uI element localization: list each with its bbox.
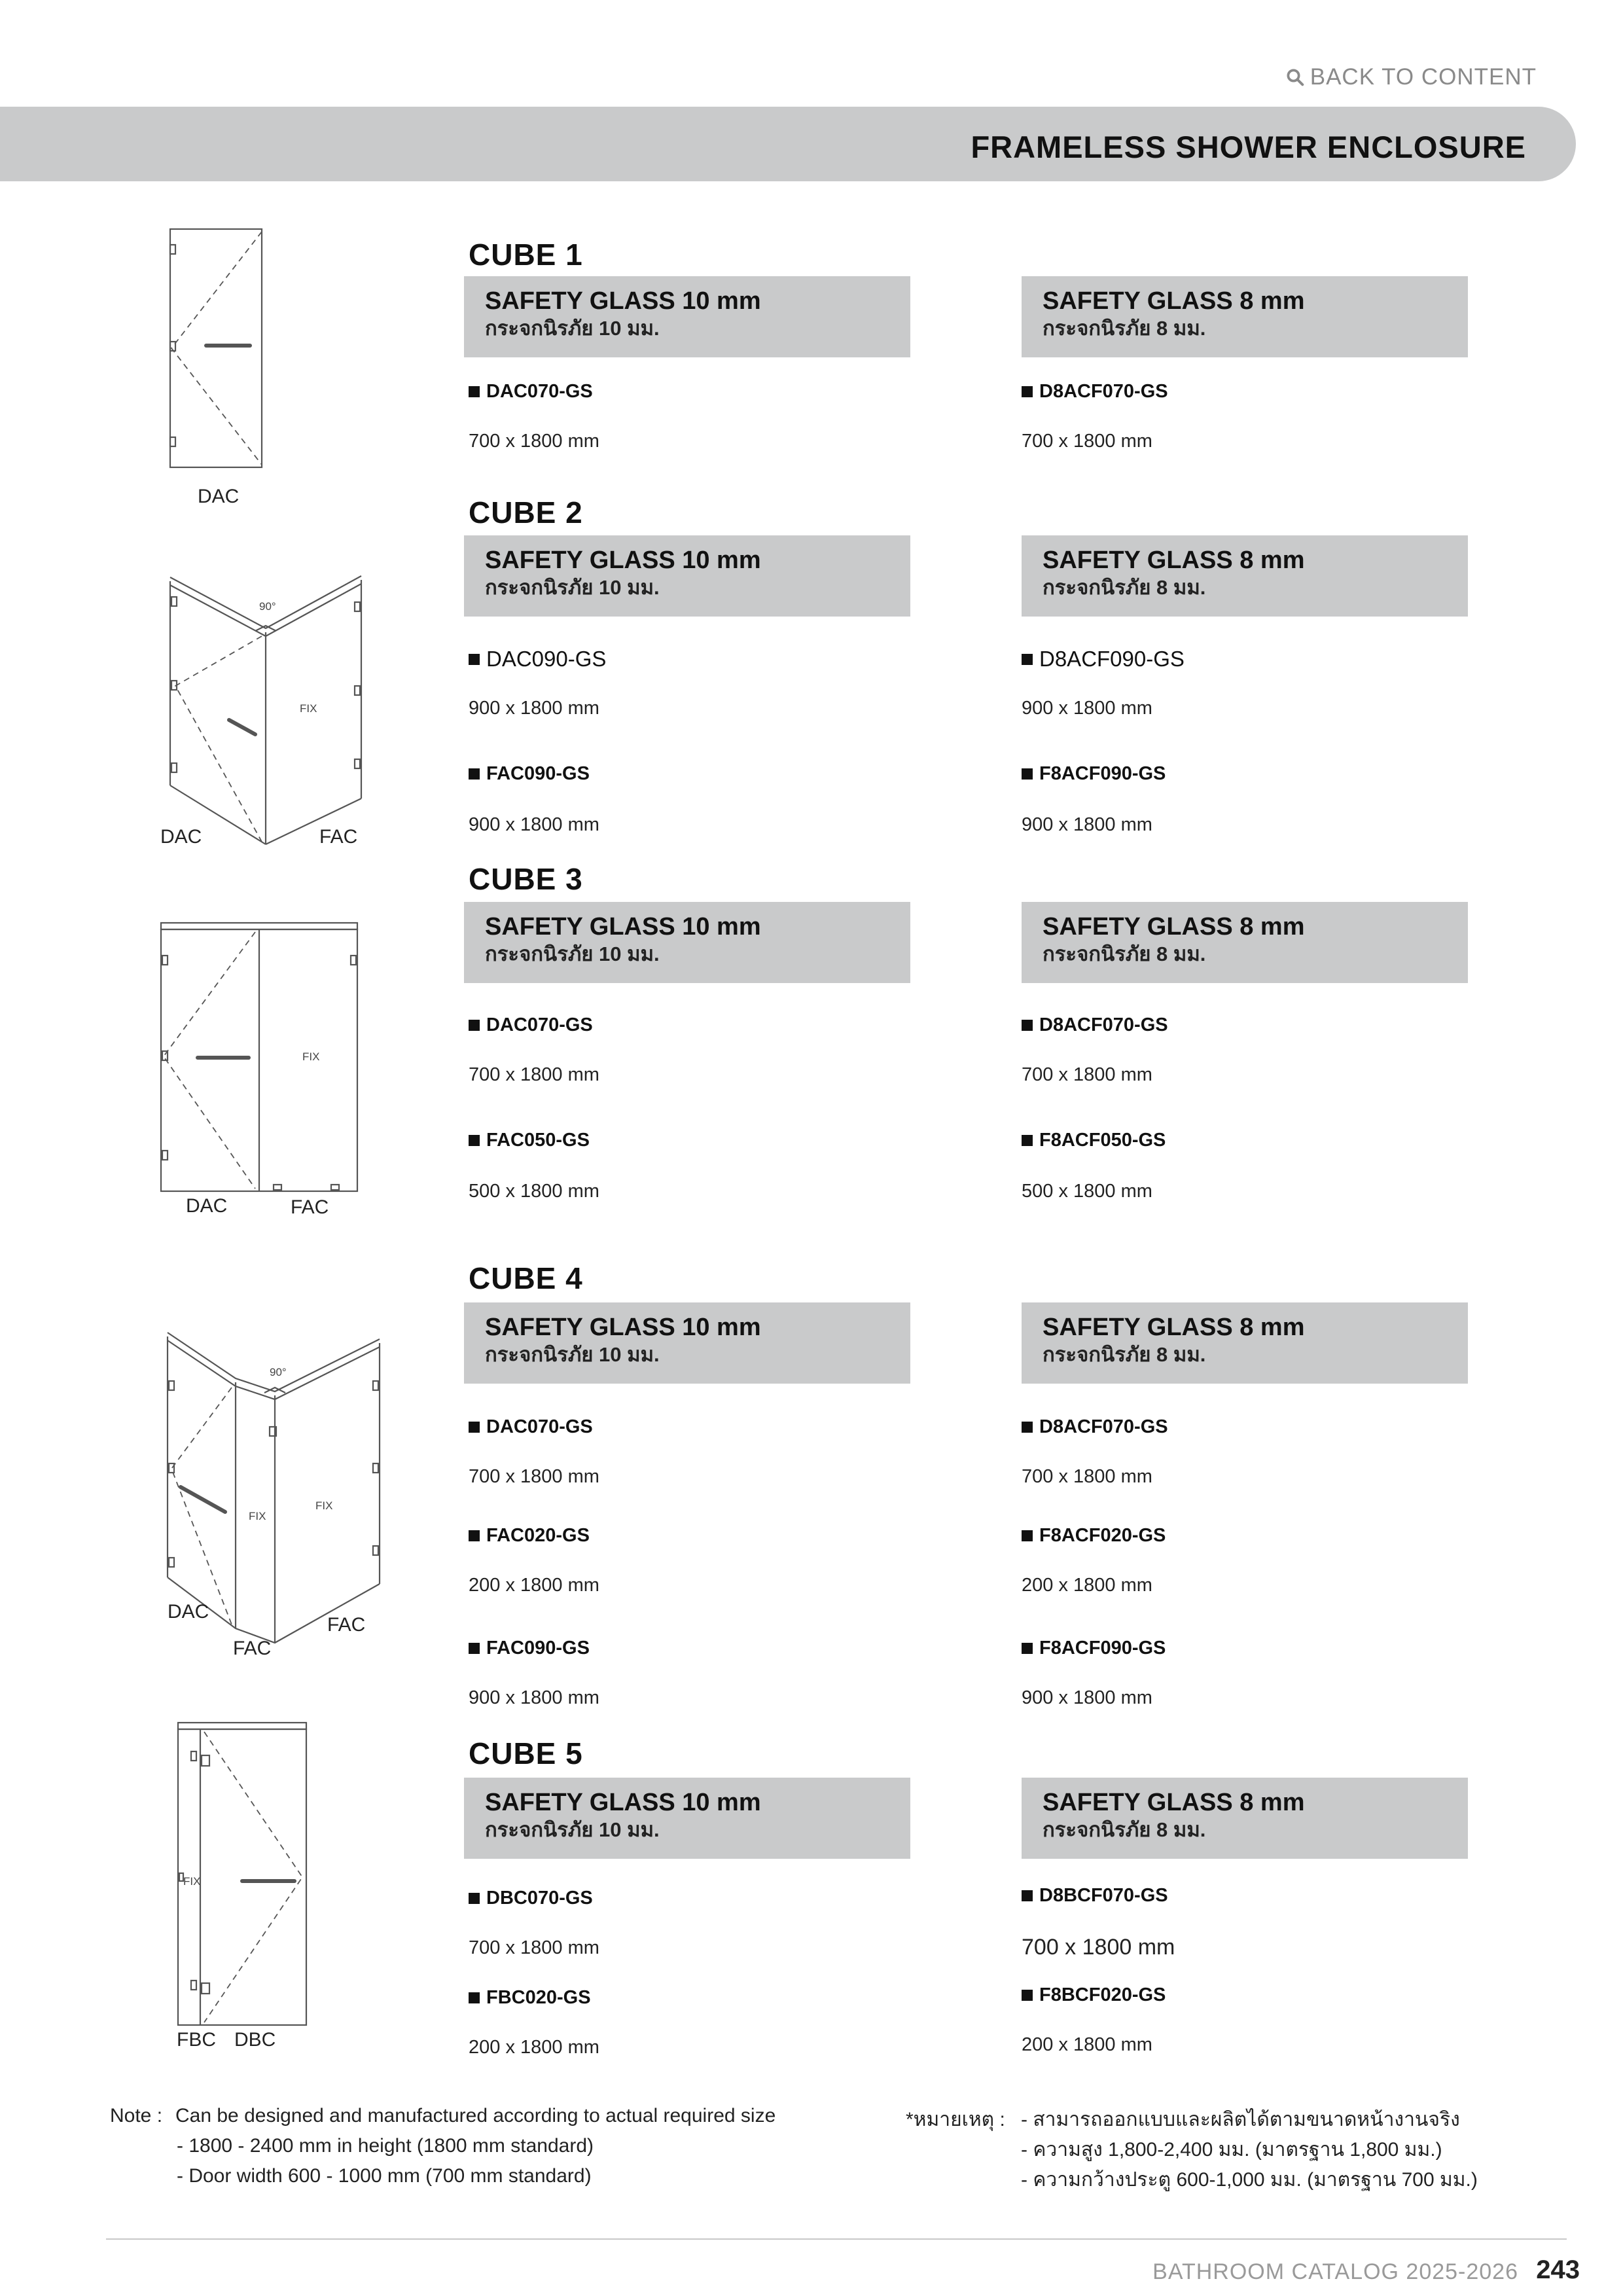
page-title: FRAMELESS SHOWER ENCLOSURE <box>971 130 1526 164</box>
glass-8-th: กระจกนิรภัย 8 มม. <box>1043 1818 1206 1841</box>
code-text: DAC070-GS <box>486 1416 593 1437</box>
footer-catalog-name: BATHROOM CATALOG 2025-2026 <box>1152 2259 1518 2284</box>
glass-10-en: SAFETY GLASS 10 mm <box>485 1789 761 1816</box>
product-size: 500 x 1800 mm <box>1022 1181 1152 1202</box>
back-to-content-label: BACK TO CONTENT <box>1310 64 1537 90</box>
code-text: F8BCF020-GS <box>1039 1984 1166 2005</box>
cube-1-glass-10mm-header <box>464 276 910 357</box>
code-text: D8ACF070-GS <box>1039 1416 1168 1437</box>
cube-4-title: CUBE 4 <box>469 1261 583 1295</box>
cube-5-glass-10mm-header <box>464 1778 910 1859</box>
bullet-square-icon <box>469 1020 480 1031</box>
glass-10-th: กระจกนิรภัย 10 มม. <box>485 317 660 340</box>
code-text: FBC020-GS <box>486 1987 591 2008</box>
code-text: FAC090-GS <box>486 763 590 784</box>
glass-10-th: กระจกนิรภัย 10 มม. <box>485 942 660 965</box>
bullet-square-icon <box>1022 1422 1033 1433</box>
cube-4-angle-text: 90° <box>270 1366 287 1378</box>
code-text: DAC090-GS <box>486 647 607 671</box>
note-en-line: Can be designed and manufactured according to actual required size <box>175 2105 776 2126</box>
glass-10-th: กระจกนิรภัย 10 มม. <box>485 576 660 599</box>
glass-10-th: กระจกนิรภัย 10 มม. <box>485 1818 660 1841</box>
glass-10-en: SAFETY GLASS 10 mm <box>485 1314 761 1341</box>
note-th-label: *หมายเหตุ : <box>906 2109 1005 2130</box>
code-text: FAC050-GS <box>486 1130 590 1151</box>
code-text: FAC020-GS <box>486 1525 590 1546</box>
product-size: 700 x 1800 mm <box>469 1937 599 1958</box>
glass-8-th: กระจกนิรภัย 8 มม. <box>1043 942 1206 965</box>
product-code <box>469 1014 593 1036</box>
bullet-square-icon <box>1022 1530 1033 1541</box>
product-size: 900 x 1800 mm <box>469 1687 599 1708</box>
cube-4-label-fac-a: FAC <box>233 1638 272 1659</box>
glass-10-th: กระจกนิรภัย 10 มม. <box>485 1343 660 1366</box>
product-size: 700 x 1800 mm <box>469 1466 599 1487</box>
cube-4-fix-text-a: FIX <box>249 1510 266 1522</box>
code-text: D8ACF090-GS <box>1039 647 1185 671</box>
note-th-line: - ความกว้างประตู 600-1,000 มม. (มาตรฐาน 700 มม.) <box>1021 2169 1478 2191</box>
bullet-square-icon <box>469 1992 480 2003</box>
product-code <box>1022 381 1168 403</box>
glass-8-en: SAFETY GLASS 8 mm <box>1043 547 1305 574</box>
product-size: 200 x 1800 mm <box>1022 1575 1152 1596</box>
product-code <box>1022 647 1185 672</box>
bullet-square-icon <box>469 768 480 780</box>
cube-2-drawing <box>157 563 373 851</box>
product-size: 700 x 1800 mm <box>1022 1064 1152 1085</box>
search-icon <box>1285 67 1305 87</box>
cube-5-label-dbc: DBC <box>234 2029 276 2051</box>
note-en-line: - Door width 600 - 1000 mm (700 mm standard) <box>177 2165 592 2187</box>
product-code <box>1022 1984 1166 2006</box>
product-code <box>469 1525 590 1547</box>
cube-3-drawing <box>157 922 366 1196</box>
product-size: 700 x 1800 mm <box>1022 1935 1175 1960</box>
bullet-square-icon <box>469 1422 480 1433</box>
product-size: 900 x 1800 mm <box>469 698 599 719</box>
product-code <box>1022 763 1166 785</box>
product-code <box>469 1888 593 1909</box>
title-band <box>0 107 1576 181</box>
product-size: 700 x 1800 mm <box>1022 431 1152 452</box>
bullet-square-icon <box>1022 1135 1033 1146</box>
cube-3-label-fac: FAC <box>291 1196 329 1218</box>
glass-10-en: SAFETY GLASS 10 mm <box>485 547 761 574</box>
cube-1-drawing <box>157 223 275 471</box>
product-size: 700 x 1800 mm <box>469 431 599 452</box>
bullet-square-icon <box>469 654 480 665</box>
note-en-label: Note : <box>110 2105 163 2126</box>
product-size: 700 x 1800 mm <box>469 1064 599 1085</box>
cube-3-glass-10mm-header <box>464 902 910 983</box>
product-code <box>469 1130 590 1151</box>
bullet-square-icon <box>469 386 480 397</box>
page-number: 243 <box>1536 2255 1580 2284</box>
cube-4-fix-text-b: FIX <box>315 1499 333 1512</box>
product-size: 200 x 1800 mm <box>469 1575 599 1596</box>
note-en-line: - 1800 - 2400 mm in height (1800 mm standard) <box>177 2135 594 2157</box>
product-code <box>469 1638 590 1659</box>
note-en-body <box>175 2101 776 2191</box>
product-size: 900 x 1800 mm <box>1022 1687 1152 1708</box>
glass-8-th: กระจกนิรภัย 8 มม. <box>1043 1343 1206 1366</box>
glass-8-th: กระจกนิรภัย 8 มม. <box>1043 317 1206 340</box>
back-to-content-link[interactable] <box>1285 64 1537 90</box>
product-size: 500 x 1800 mm <box>469 1181 599 1202</box>
glass-10-en: SAFETY GLASS 10 mm <box>485 913 761 941</box>
bullet-square-icon <box>469 1643 480 1654</box>
footer-divider <box>106 2238 1567 2240</box>
bullet-square-icon <box>469 1530 480 1541</box>
product-code <box>1022 1014 1168 1036</box>
glass-8-en: SAFETY GLASS 8 mm <box>1043 913 1305 941</box>
bullet-square-icon <box>1022 1890 1033 1901</box>
code-text: F8ACF020-GS <box>1039 1525 1166 1546</box>
cube-3-title: CUBE 3 <box>469 862 583 896</box>
product-code <box>1022 1885 1168 1907</box>
product-size: 200 x 1800 mm <box>1022 2034 1152 2055</box>
product-size: 900 x 1800 mm <box>1022 698 1152 719</box>
bullet-square-icon <box>1022 1643 1033 1654</box>
product-code <box>1022 1130 1166 1151</box>
product-code <box>469 1416 593 1438</box>
glass-8-en: SAFETY GLASS 8 mm <box>1043 287 1305 315</box>
glass-8-th: กระจกนิรภัย 8 มม. <box>1043 576 1206 599</box>
cube-2-label-fac: FAC <box>319 826 358 848</box>
product-code <box>1022 1416 1168 1438</box>
bullet-square-icon <box>469 1893 480 1904</box>
cube-2-angle-text: 90° <box>259 600 276 613</box>
code-text: DAC070-GS <box>486 381 593 402</box>
code-text: D8ACF070-GS <box>1039 1014 1168 1035</box>
glass-8-en: SAFETY GLASS 8 mm <box>1043 1789 1305 1816</box>
bullet-square-icon <box>1022 1020 1033 1031</box>
product-code <box>1022 1638 1166 1659</box>
cube-5-fix-text: FIX <box>183 1875 201 1888</box>
product-size: 700 x 1800 mm <box>1022 1466 1152 1487</box>
bullet-square-icon <box>1022 386 1033 397</box>
cube-2-title: CUBE 2 <box>469 495 583 529</box>
cube-3-fix-text: FIX <box>302 1050 320 1063</box>
note-th-line: - สามารถออกแบบและผลิตได้ตามขนาดหน้างานจริง <box>1021 2109 1460 2130</box>
bullet-square-icon <box>469 1135 480 1146</box>
bullet-square-icon <box>1022 654 1033 665</box>
product-code <box>469 763 590 785</box>
cube-3-label-dac: DAC <box>186 1195 228 1217</box>
code-text: F8ACF090-GS <box>1039 1638 1166 1659</box>
glass-10-en: SAFETY GLASS 10 mm <box>485 287 761 315</box>
code-text: F8ACF090-GS <box>1039 763 1166 784</box>
cube-4-glass-10mm-header <box>464 1302 910 1384</box>
product-code <box>469 1987 591 2009</box>
cube-1-title: CUBE 1 <box>469 238 583 272</box>
note-th-body <box>1021 2105 1478 2195</box>
cube-4-label-dac: DAC <box>168 1601 209 1623</box>
cube-1-label-dac: DAC <box>198 486 240 507</box>
cube-5-drawing <box>174 1721 318 2036</box>
product-code <box>469 647 606 672</box>
code-text: D8ACF070-GS <box>1039 381 1168 402</box>
product-code <box>469 381 593 403</box>
bullet-square-icon <box>1022 768 1033 780</box>
cube-2-label-dac: DAC <box>160 826 202 848</box>
product-code <box>1022 1525 1166 1547</box>
code-text: FAC090-GS <box>486 1638 590 1659</box>
cube-5-glass-8mm-header <box>1022 1778 1468 1859</box>
note-th-line: - ความสูง 1,800-2,400 มม. (มาตรฐาน 1,800 มม.) <box>1021 2139 1442 2161</box>
bullet-square-icon <box>1022 1990 1033 2001</box>
glass-8-en: SAFETY GLASS 8 mm <box>1043 1314 1305 1341</box>
code-text: DAC070-GS <box>486 1014 593 1035</box>
product-size: 900 x 1800 mm <box>1022 814 1152 835</box>
cube-2-glass-10mm-header <box>464 535 910 617</box>
cube-2-glass-8mm-header <box>1022 535 1468 617</box>
cube-4-label-fac-b: FAC <box>327 1614 366 1636</box>
code-text: DBC070-GS <box>486 1888 593 1909</box>
product-size: 200 x 1800 mm <box>469 2037 599 2058</box>
cube-2-fix-text: FIX <box>300 702 317 715</box>
code-text: D8BCF070-GS <box>1039 1885 1168 1906</box>
cube-5-label-fbc: FBC <box>177 2029 216 2051</box>
cube-5-title: CUBE 5 <box>469 1736 583 1770</box>
cube-3-glass-8mm-header <box>1022 902 1468 983</box>
product-size: 900 x 1800 mm <box>469 814 599 835</box>
cube-1-glass-8mm-header <box>1022 276 1468 357</box>
cube-4-glass-8mm-header <box>1022 1302 1468 1384</box>
code-text: F8ACF050-GS <box>1039 1130 1166 1151</box>
